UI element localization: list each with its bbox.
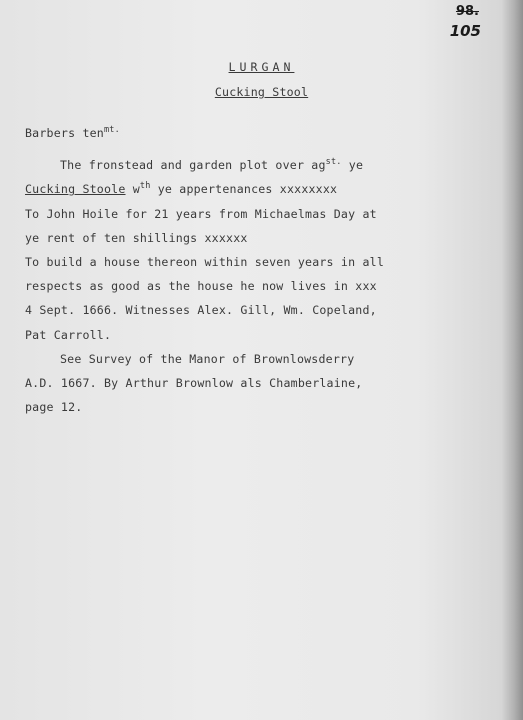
document-title [0, 60, 523, 74]
title-text: LURGAN [228, 60, 295, 74]
text-line [25, 153, 495, 177]
text-line: respects as good as the house he now lives in xxx [25, 279, 377, 294]
document-body [25, 121, 495, 419]
text-segment: ye [341, 158, 364, 173]
text-line: See Survey of the Manor of Brownlowsderry [60, 351, 355, 366]
folio-new-number: 105 [449, 22, 481, 40]
text-line: 4 Sept. 1666. Witnesses Alex. Gill, Wm. Copeland, [25, 303, 377, 318]
line-gap [25, 145, 495, 153]
text-line: ye rent of ten shillings xxxxxx [25, 230, 248, 245]
text-line: To John Hoile for 21 years from Michaelmas Day at [25, 206, 377, 221]
superscript: th [139, 181, 151, 192]
text-line: page 12. [25, 400, 83, 415]
superscript: mt. [103, 125, 120, 135]
text-segment: w [125, 182, 140, 197]
text-segment: Barbers ten [25, 126, 104, 140]
text-line [25, 177, 495, 201]
superscript: st. [325, 157, 342, 168]
text-segment: The fronstead and garden plot over ag [60, 158, 326, 173]
text-line: Pat Carroll. [25, 327, 112, 342]
text-line: To build a house thereon within seven years in all [25, 254, 385, 269]
page-edge-shadow [501, 0, 523, 720]
underlined-text: Cucking Stoole [25, 182, 126, 197]
document-subtitle [0, 85, 523, 99]
text-line [25, 121, 495, 145]
folio-old-number: 98. [455, 4, 479, 19]
text-line: A.D. 1667. By Arthur Brownlow als Chamberlaine, [25, 375, 363, 390]
subtitle-text: Cucking Stool [214, 85, 309, 99]
text-segment: ye appertenances xxxxxxxx [150, 182, 338, 197]
folio-number [450, 5, 481, 39]
